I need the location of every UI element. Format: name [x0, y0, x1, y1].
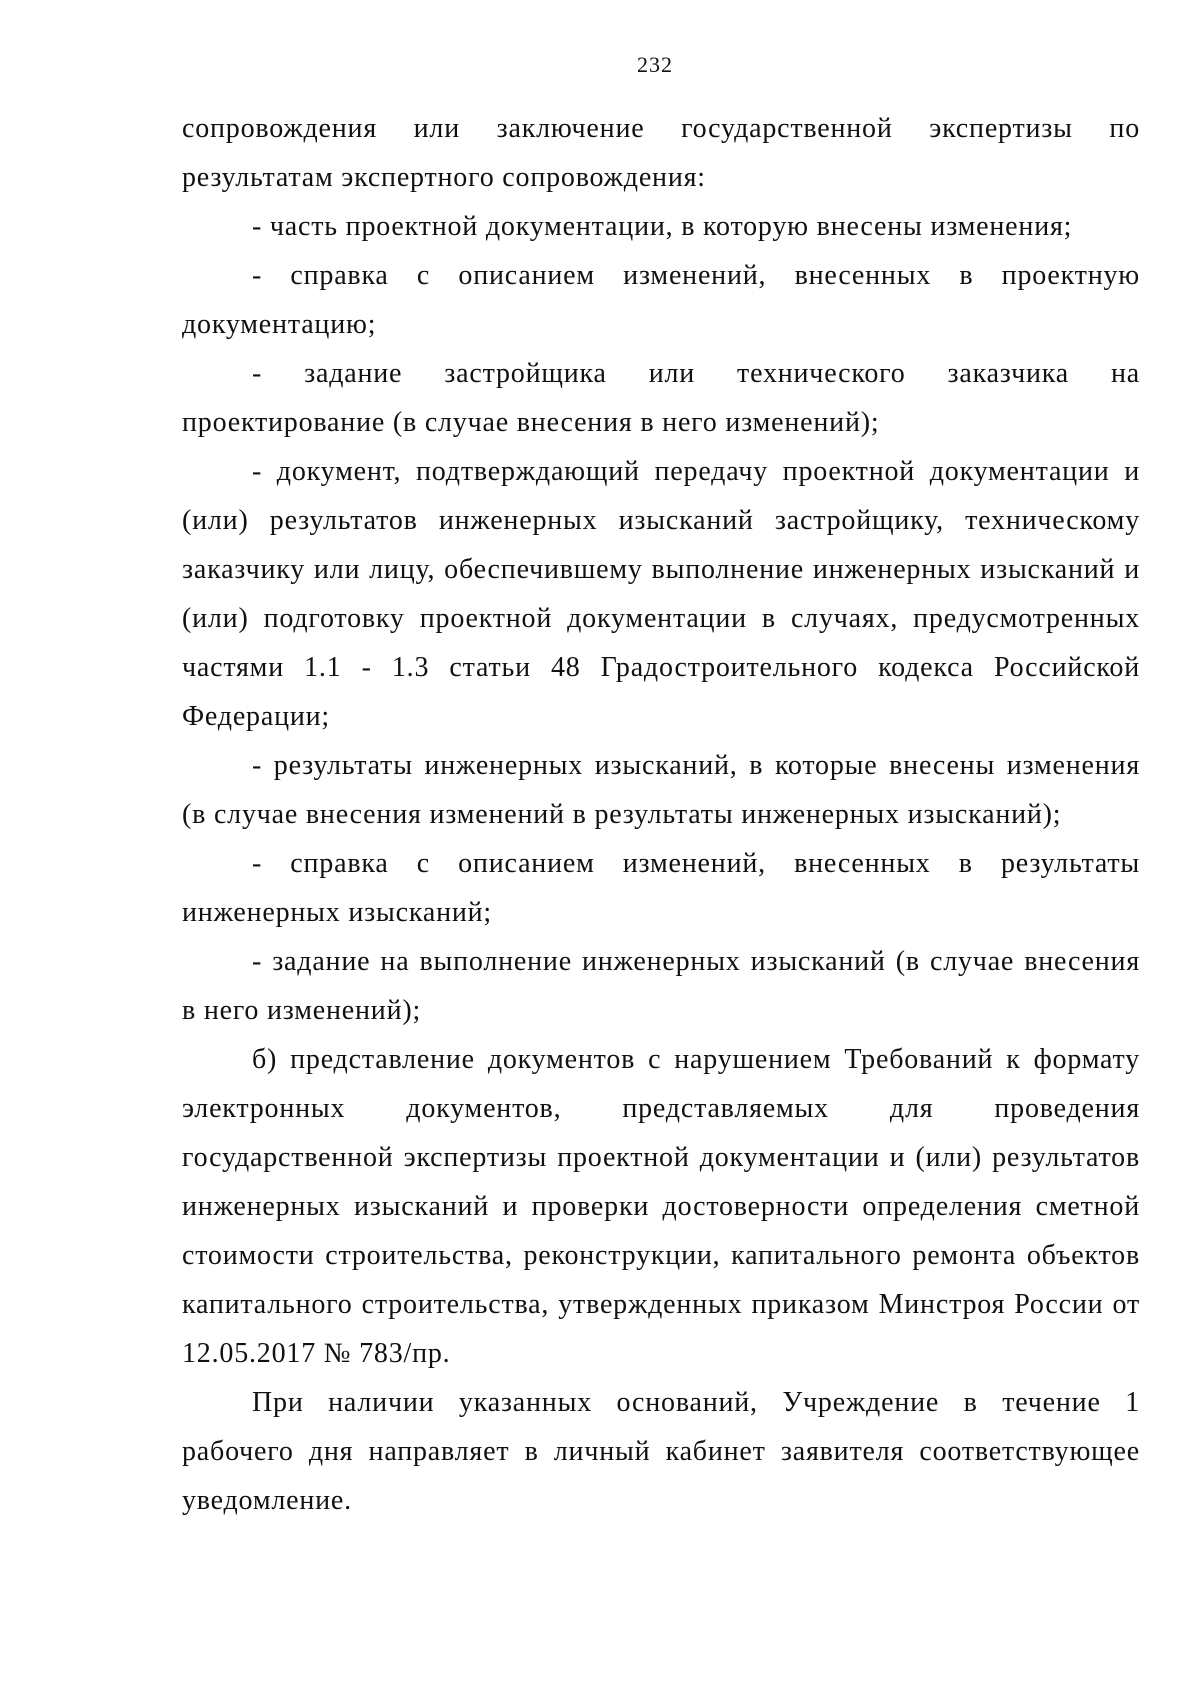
list-item-transfer-document: - документ, подтверждающий передачу проектной документации и (или) результатов инженерных изысканий застройщику, техническому заказчику или лицу, обеспечившему выполнение инженерных изысканий и (или) подготовку проектной документации в случаях, предусмотренных частями 1.1 - 1.3 статьи 48 Градостроительного кодекса Российской Федерации;: [182, 456, 1140, 732]
list-item-project-docs-part: - часть проектной документации, в которую внесены изменения;: [252, 211, 1073, 242]
paragraph-notification: При наличии указанных оснований, Учреждение в течение 1 рабочего дня направляет в личный кабинет заявителя соответствующее уведомление.: [182, 1387, 1140, 1516]
list-item-design-assignment: - задание застройщика или технического заказчика на проектирование (в случае внесения в него изменений);: [182, 358, 1140, 438]
paragraph-format-violation: б) представление документов с нарушением Требований к формату электронных документов, представляемых для проведения государственной экспертизы проектной документации и (или) результатов инженерных изысканий и проверки достоверности определения сметной стоимости строительства, реконструкции, капитального ремонта объектов капитального строительства, утвержденных приказом Минстроя России от 12.05.2017 № 783/пр.: [182, 1044, 1140, 1369]
list-item-survey-results: - результаты инженерных изысканий, в которые внесены изменения (в случае внесения изменений в результаты инженерных изысканий);: [182, 750, 1140, 830]
page-number: 232: [637, 52, 673, 77]
paragraph-continuation: сопровождения или заключение государственной экспертизы по результатам экспертного сопровождения:: [182, 113, 1140, 193]
list-item-survey-assignment: - задание на выполнение инженерных изысканий (в случае внесения в него изменений);: [182, 946, 1140, 1026]
list-item-survey-changes-certificate: - справка с описанием изменений, внесенных в результаты инженерных изысканий;: [182, 848, 1140, 928]
document-body: [182, 104, 1140, 1525]
list-item-changes-certificate: - справка с описанием изменений, внесенных в проектную документацию;: [182, 260, 1140, 340]
